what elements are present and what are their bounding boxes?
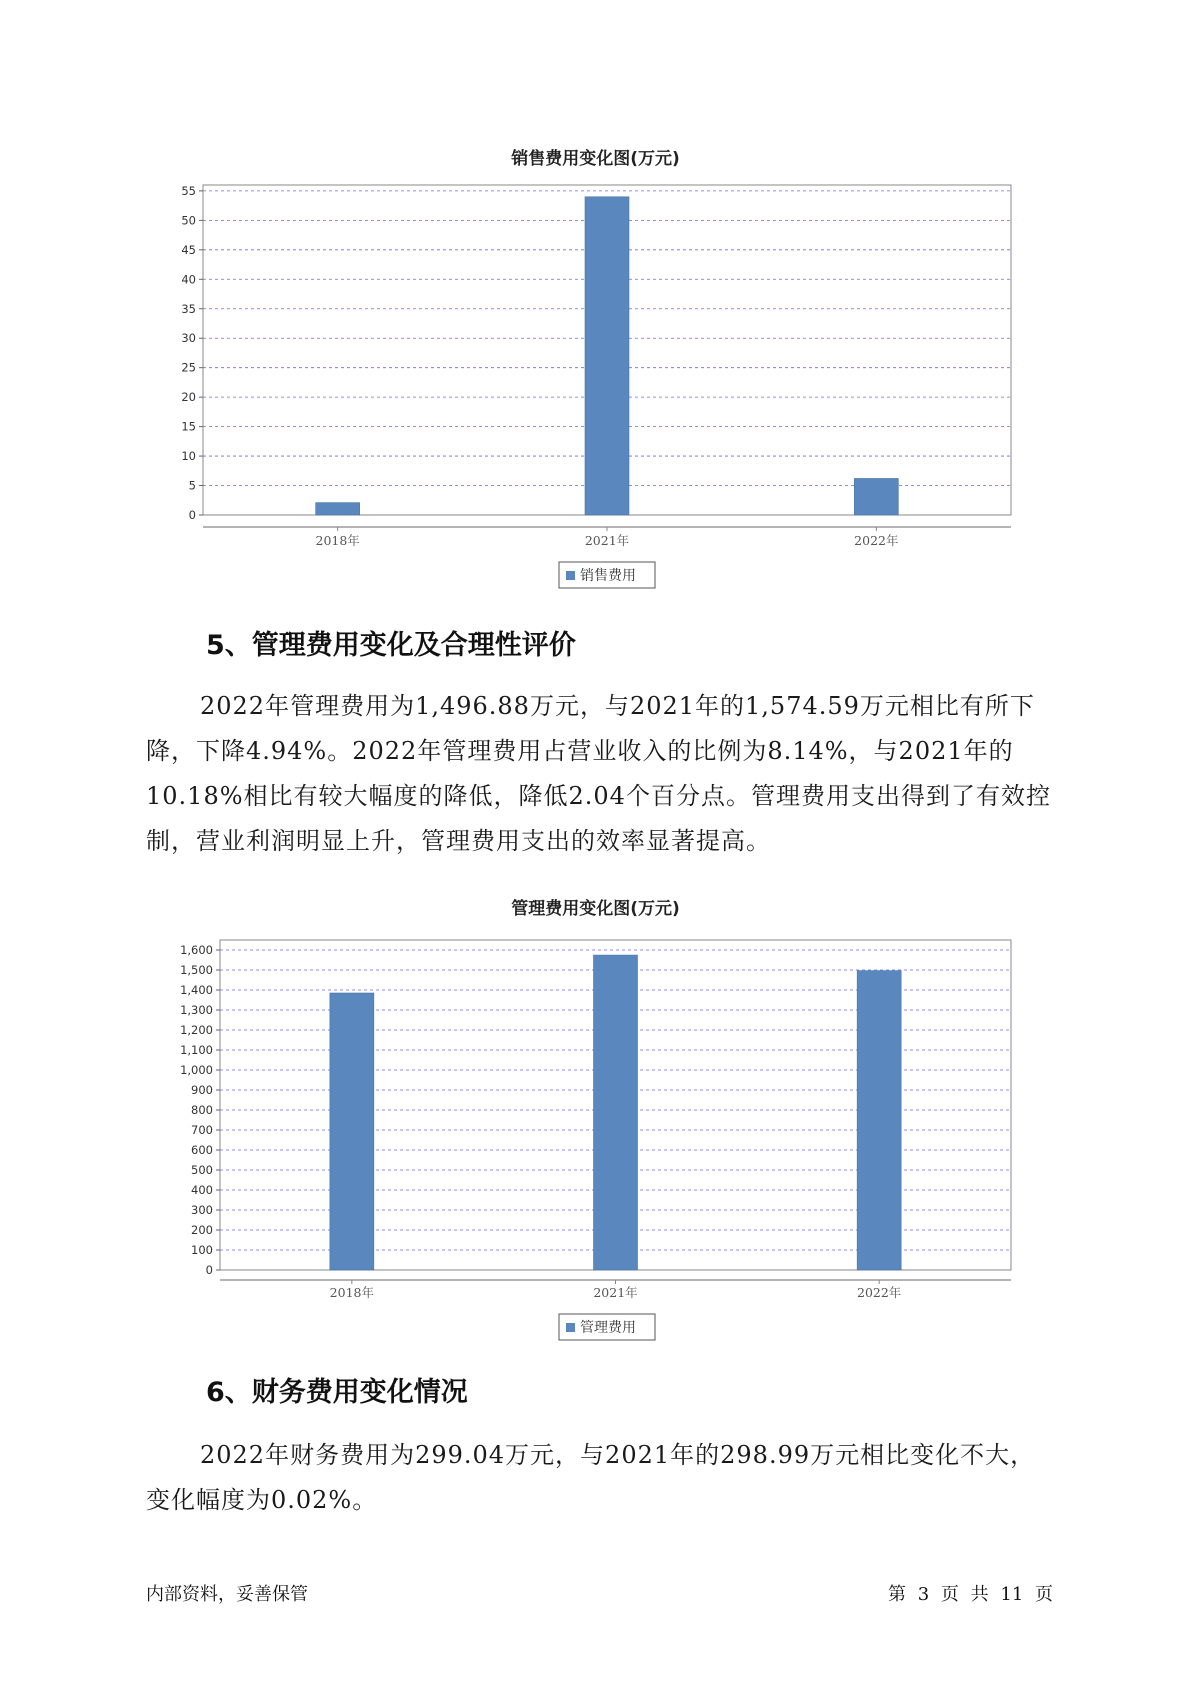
x-tick-label: 2022年 [854,533,899,548]
y-tick-label: 300 [191,1203,213,1217]
legend-swatch [566,571,575,580]
section-heading-6: 6、财务费用变化情况 [206,1377,468,1408]
bar [316,503,360,515]
y-tick-label: 600 [191,1143,213,1157]
y-tick-label: 900 [191,1083,213,1097]
legend [559,562,655,588]
legend [559,1314,655,1340]
y-tick-label: 15 [181,419,196,434]
y-tick-label: 45 [181,242,196,257]
y-tick-label: 5 [188,478,196,493]
y-tick-label: 30 [181,331,196,346]
x-tick-label: 2018年 [329,1285,374,1300]
chart-title-sales: 销售费用变化图(万元) [511,149,680,169]
bar [857,971,901,1270]
bar [585,197,629,515]
section-paragraph-5: 2022年管理费用为1,496.88万元，与2021年的1,574.59万元相比有所下降，下降4.94%。2022年管理费用占营业收入的比例为8.14%，与2021年的10.18%相比有较大幅度的降低，降低2.04个百分点。管理费用支出得到了有效控制，营业利润明显上升，管理费用支出的效率显著提高。 [146,692,1051,855]
x-tick-label: 2021年 [584,533,630,548]
x-tick-label: 2022年 [857,1285,902,1300]
sales-expense-chart [0,170,1191,620]
bar [594,955,638,1270]
x-tick-label: 2021年 [593,1285,638,1300]
y-tick-label: 1,300 [180,1003,213,1017]
y-tick-label: 1,400 [180,983,213,997]
bar [330,993,374,1270]
y-tick-label: 200 [191,1223,213,1237]
legend-label: 销售费用 [580,568,636,584]
y-tick-label: 0 [205,1263,213,1277]
y-tick-label: 1,500 [180,963,213,977]
y-tick-label: 1,200 [180,1023,213,1037]
y-tick-label: 1,600 [180,943,213,957]
section-paragraph-6: 2022年财务费用为299.04万元，与2021年的298.99万元相比变化不大，变化幅度为0.02%。 [146,1441,1036,1514]
y-tick-label: 10 [181,449,196,464]
y-tick-label: 55 [181,183,196,198]
y-tick-label: 50 [181,213,196,228]
y-tick-label: 1,000 [180,1063,213,1077]
chart-title-admin: 管理费用变化图(万元) [511,899,680,919]
legend-swatch [566,1323,575,1332]
y-tick-label: 800 [191,1103,213,1117]
legend-label: 管理费用 [580,1320,636,1336]
admin-expense-chart [0,920,1191,1340]
y-tick-label: 500 [191,1163,213,1177]
y-tick-label: 25 [181,360,196,375]
y-tick-label: 0 [188,508,196,522]
y-tick-label: 100 [191,1243,213,1257]
y-tick-label: 40 [181,272,196,287]
bar [854,478,898,515]
y-tick-label: 700 [191,1123,213,1137]
footer-page-number: 第 3 页 共 11 页 [888,1584,1053,1605]
y-tick-label: 1,100 [180,1043,213,1057]
y-tick-label: 35 [181,301,196,316]
x-tick-label: 2018年 [315,533,360,548]
section-heading-5: 5、管理费用变化及合理性评价 [206,630,576,661]
y-tick-label: 400 [191,1183,213,1197]
footer-confidential: 内部资料，妥善保管 [146,1584,308,1605]
y-tick-label: 20 [181,390,196,405]
